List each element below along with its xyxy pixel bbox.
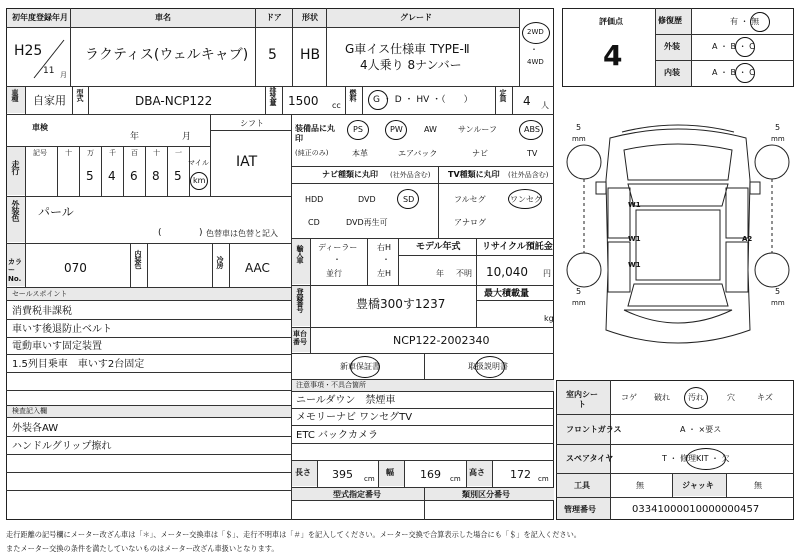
tread-fr-unit: mm [771, 135, 785, 143]
car-windshield [628, 184, 728, 206]
tv-oneseg: ワンセグ [510, 195, 542, 204]
color-no-label: カラーNo. [8, 258, 22, 283]
exterior-label: 外装 [664, 42, 680, 51]
navi-note: (社外品含む) [390, 171, 431, 179]
usage-value: 自家用 [33, 94, 66, 107]
wheel-front-right [755, 145, 789, 179]
fuel-label: 燃料 [349, 89, 357, 101]
tread-rr-unit: mm [771, 299, 785, 307]
model-year-year: 年 [436, 269, 444, 278]
capacity-value: 4 [523, 94, 531, 108]
car-left-front-door [608, 188, 630, 238]
navi-sd: SD [403, 195, 415, 204]
equip-aw: AW [424, 125, 437, 134]
inspector-note-1: ハンドルグリップ擦れ [12, 441, 112, 452]
displacement-label: 排気量 [269, 87, 277, 105]
equip-abs: ABS [524, 125, 540, 134]
width-unit: cm [450, 475, 461, 483]
equip-ps: PS [353, 125, 363, 134]
mileage-unit-2: 千 [109, 149, 116, 157]
footer-note-1: 走行距離の記号欄にメーター改ざん車は「＊」、メーター交換車は「＄」、走行不明車は「＃」を記入してください。メーター交換で合算表示した場合にも「＄」を記入ください。 [6, 530, 581, 539]
model-year-unknown: 不明 [456, 269, 472, 278]
capacity-unit: 人 [541, 101, 549, 110]
first-reg-label: 初年度登録年月 [12, 13, 68, 22]
grade-line1: G車イス仕様車 TYPE-Ⅱ [345, 42, 470, 56]
tread-fl: 5 [576, 123, 582, 132]
import-label: 輸入車 [296, 245, 304, 263]
drive-2wd: 2WD [527, 28, 544, 36]
equip-airbag: エアバック [398, 149, 438, 158]
equip-sunroof: サンルーフ [458, 125, 497, 134]
tread-rr: 5 [775, 287, 781, 296]
spare-tire-options: T ・ 修理KIT ・ 欠 [662, 454, 730, 463]
interior-color-label: 内装色 [134, 250, 142, 268]
width-value: 169 [420, 468, 441, 481]
seat-burn: コゲ [621, 393, 637, 402]
mileage-digit-3: 8 [152, 169, 160, 183]
equipment-note: (純正のみ) [295, 149, 329, 157]
car-roof [636, 210, 720, 280]
shift-label: シフト [240, 119, 264, 128]
car-damage-diagram [562, 110, 794, 378]
registration-value: 豊橋300す1237 [356, 297, 446, 311]
first-reg-month: 11 [43, 66, 55, 76]
repair-options: 有 ・ 無 [730, 17, 760, 26]
seat-tear: 破れ [654, 393, 670, 402]
shape-value: HB [300, 47, 321, 63]
navi-dvd-play: DVD再生可 [346, 218, 388, 227]
note-1: メモリーナビ ワンセグTV [296, 412, 413, 423]
shape-label: 形状 [302, 13, 318, 22]
recycle-unit: 円 [543, 269, 551, 278]
interior-label: 内装 [664, 68, 680, 77]
body-color-value: パール [38, 205, 74, 219]
drive-4wd: 4WD [527, 58, 544, 66]
door-value: 5 [268, 47, 277, 63]
first-reg-month-unit: 月 [60, 71, 67, 79]
car-right-mirror [750, 182, 760, 194]
mileage-unit-km: km [193, 176, 206, 185]
mileage-digit-1: 4 [108, 169, 116, 183]
door-label: ドア [266, 13, 282, 22]
mileage-unit-mile: マイル [188, 159, 209, 167]
inspector-label: 検査記入欄 [12, 407, 47, 415]
repair-label: 修復歴 [658, 16, 682, 25]
control-no-label: 管理番号 [564, 505, 596, 514]
footer-note-2: またメーター交換の条件を満たしていないものはメーター改ざん車扱いとなります。 [6, 544, 279, 553]
evaluation-label: 評価点 [599, 17, 623, 26]
mileage-unit-4: 十 [153, 149, 160, 157]
length-unit: cm [364, 475, 375, 483]
tv-note: (社外品含む) [508, 171, 549, 179]
sales-point-0: 消費税非課税 [12, 306, 72, 317]
mileage-digit-2: 6 [130, 169, 138, 183]
displacement-unit: cc [332, 101, 341, 110]
car-hood [624, 144, 732, 180]
evaluation-score: 4 [603, 39, 623, 72]
wheel-front-left [567, 145, 601, 179]
type-designation-label: 型式指定番号 [333, 490, 381, 499]
tv-label: TV種類に丸印 [448, 170, 500, 179]
width-label: 幅 [386, 468, 394, 477]
equip-navi: ナビ [472, 149, 488, 158]
import-handle-dot: ・ [382, 255, 390, 264]
import-parallel: 並行 [326, 269, 342, 278]
car-left-rear-door [608, 242, 630, 292]
navi-label: ナビ種類に丸印 [322, 170, 378, 179]
height-value: 172 [510, 468, 531, 481]
ac-value: AAC [245, 261, 270, 275]
windshield-options: A ・ ×要ス [680, 425, 722, 434]
color-no-value: 070 [64, 261, 87, 275]
car-right-front-door [726, 188, 748, 238]
damage-mark-a2: A2 [742, 235, 753, 243]
drive-dot: ・ [530, 45, 538, 54]
notes-label: 注意事項・不具合箇所 [296, 381, 366, 389]
equip-leather: 本革 [352, 149, 368, 158]
new-warranty: 新車保証書 [340, 362, 380, 371]
length-label: 長さ [295, 468, 311, 477]
mileage-kigo: 記号 [33, 149, 47, 157]
mileage-digit-0: 5 [86, 169, 94, 183]
max-load-label: 最大積載量 [484, 289, 530, 299]
interior-options: A ・ B ・ C [712, 68, 755, 77]
wheel-rear-right [755, 253, 789, 287]
sales-point-2: 電動車いす固定装置 [12, 341, 102, 352]
car-name-value: ラクティス(ウェルキャブ) [85, 47, 249, 63]
sales-point-1: 車いす後退防止ベルト [12, 324, 112, 335]
displacement-value: 1500 [288, 94, 319, 108]
tread-fl-unit: mm [572, 135, 586, 143]
tools-value: 無 [636, 481, 644, 490]
jack-label: ジャッキ [682, 481, 714, 490]
inspection-month: 月 [182, 132, 192, 142]
recycle-label: リサイクル預託金 [482, 242, 553, 252]
spare-tire-label: スペアタイヤ [566, 454, 614, 463]
grade-line2: 4人乗り 8ナンバー [360, 58, 462, 72]
tv-fullseg: フルセグ [454, 195, 486, 204]
inspection-label: 車検 [32, 123, 48, 132]
chassis-label: 車台番号 [293, 330, 307, 347]
damage-mark-w1-b: W1 [628, 235, 641, 243]
mileage-unit-1: 万 [87, 149, 94, 157]
car-right-rear-door [726, 242, 748, 292]
equip-tv: TV [527, 149, 538, 158]
note-0: ニールダウン 禁煙車 [296, 395, 396, 406]
body-color-note-close: ) [199, 228, 203, 238]
capacity-label: 定員 [499, 89, 507, 101]
exterior-options: A ・ B ・ C [712, 42, 755, 51]
tread-rl-unit: mm [572, 299, 586, 307]
navi-hdd: HDD [305, 195, 324, 204]
seat-label: 室内シート [566, 390, 598, 410]
equip-pw: PW [390, 125, 403, 134]
registration-label: 登録番号 [296, 288, 304, 312]
body-color-label: 外装色 [11, 200, 20, 221]
car-left-mirror [596, 182, 606, 194]
car-rear [624, 310, 732, 323]
shift-value: IAT [236, 154, 258, 170]
seat-hole: 穴 [727, 393, 735, 402]
tv-analog: アナログ [454, 218, 486, 227]
car-rear-window [628, 284, 728, 306]
mileage-digit-4: 5 [174, 169, 182, 183]
import-left-hand: 左H [377, 269, 392, 278]
tread-rl: 5 [576, 287, 582, 296]
body-color-note-open: ( [158, 228, 162, 238]
first-reg-era: H25 [14, 43, 43, 59]
recycle-value: 10,040 [486, 265, 528, 279]
header-row [7, 9, 519, 27]
model-year-label: モデル年式 [416, 242, 461, 252]
length-value: 395 [332, 468, 353, 481]
grade-label: グレード [400, 13, 432, 22]
body-color-note: 色替車は色替と記入 [206, 229, 278, 238]
damage-mark-w1-a: W1 [628, 201, 641, 209]
manual: 取扱説明書 [468, 362, 508, 371]
mileage-unit-3: 百 [131, 149, 138, 157]
seat-stain: 汚れ [688, 393, 704, 402]
sales-point-3: 1.5列目乗車 車いす2台固定 [12, 359, 145, 370]
control-no-value: 03341000010000000457 [632, 504, 760, 515]
model-value: DBA-NCP122 [135, 94, 213, 108]
chassis-value: NCP122-2002340 [393, 334, 490, 347]
wheel-rear-left [567, 253, 601, 287]
damage-mark-w1-c: W1 [628, 261, 641, 269]
import-right-hand: 右H [377, 243, 392, 252]
navi-cd: CD [308, 218, 320, 227]
usage-label: 車種 [11, 89, 19, 101]
inspector-note-0: 外装各AW [12, 423, 59, 434]
equipment-label: 装備品に丸印 [295, 124, 335, 144]
category-label: 類別区分番号 [462, 490, 510, 499]
navi-dvd: DVD [358, 195, 376, 204]
ac-label: 冷房 [216, 256, 224, 268]
max-load-unit: kg [544, 314, 554, 323]
fuel-options: G ・ D ・ HV ・（ ） [373, 95, 473, 105]
seat-scratch: キズ [757, 393, 773, 402]
mileage-unit-0: 十 [65, 149, 72, 157]
note-2: ETC バックカメラ [296, 430, 379, 441]
import-dot: ・ [333, 255, 341, 264]
tools-label: 工具 [574, 481, 590, 490]
sales-points-label: セールスポイント [12, 290, 68, 298]
windshield-label: フロントガラス [566, 425, 622, 434]
tread-fr: 5 [775, 123, 781, 132]
inspection-year: 年 [130, 132, 140, 142]
mileage-unit-5: 一 [175, 149, 182, 157]
height-label: 高さ [469, 468, 485, 477]
mileage-label: 走行 [11, 160, 20, 174]
model-label: 型式 [76, 89, 84, 101]
jack-value: 無 [754, 481, 762, 490]
height-unit: cm [538, 475, 549, 483]
import-dealer: ディーラー [318, 243, 358, 252]
car-name-label: 車名 [155, 13, 171, 22]
